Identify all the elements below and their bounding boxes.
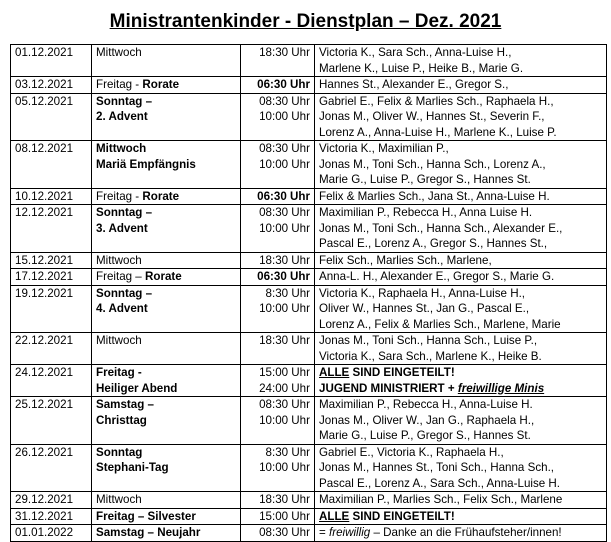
day-cell [92, 205, 241, 253]
time-line [245, 460, 310, 476]
people-cell [315, 141, 607, 189]
time-text: 06:30 Uhr [257, 270, 310, 283]
day-text: Freitag - [96, 366, 142, 379]
table-row [11, 333, 607, 365]
people-line [319, 221, 602, 237]
time-text: 10:00 Uhr [259, 157, 310, 171]
time-line [245, 413, 310, 429]
day-cell [92, 333, 241, 365]
time-text: 10:00 Uhr [259, 413, 310, 427]
people-cell [315, 492, 607, 509]
people-cell [315, 77, 607, 94]
table-row [11, 525, 607, 542]
people-line [319, 301, 602, 317]
people-line [319, 428, 602, 444]
people-cell [315, 525, 607, 542]
day-text: Freitag - [96, 78, 143, 91]
time-line [245, 109, 310, 125]
people-line [319, 317, 602, 333]
table-row [11, 77, 607, 94]
people-cell [315, 444, 607, 492]
day-text: Sonntag [96, 445, 143, 459]
day-text: Sonntag – [96, 286, 153, 300]
day-text: Freitag – Silvester [96, 509, 196, 523]
people-text: Victoria K., Raphaela H., Anna-Luise H., [319, 286, 526, 300]
day-text: Samstag – [96, 398, 154, 411]
people-text: Victoria K., Sara Sch., Marlene K., Heike B. [319, 349, 542, 363]
time-text: 10:00 Uhr [259, 110, 310, 123]
time-line [245, 381, 310, 397]
people-text: Anna-L. H., Alexander E., Gregor S., Marie G. [319, 270, 555, 283]
people-text: Jonas M., Oliver W., Jan G., Raphaela H., [319, 413, 535, 427]
time-text: 08:30 Uhr [259, 526, 310, 539]
people-text: Felix & Marlies Sch., Jana St., Anna-Luise H. [319, 189, 550, 203]
time-text: 08:30 Uhr [259, 94, 310, 108]
time-line [245, 189, 310, 205]
people-text: SIND EINGETEILT! [349, 366, 455, 379]
time-line [245, 253, 310, 269]
time-cell [241, 188, 315, 205]
people-text: SIND EINGETEILT! [349, 509, 455, 523]
schedule-table [10, 44, 607, 542]
date-cell: 05.12.2021 [11, 93, 92, 141]
table-row [11, 188, 607, 205]
time-text: 08:30 Uhr [259, 398, 310, 411]
day-text: Rorate [144, 270, 182, 283]
people-text: Lorenz A., Felix & Marlies Sch., Marlene, Marie [319, 317, 561, 331]
day-text: Sonntag – [96, 206, 153, 219]
people-text: Hannes St., Alexander E., Gregor S., [319, 78, 509, 91]
day-text: 3. Advent [96, 221, 148, 235]
table-row [11, 252, 607, 269]
people-cell [315, 93, 607, 141]
date-cell: 29.12.2021 [11, 492, 92, 509]
time-text: 8:30 Uhr [265, 286, 310, 300]
people-cell [315, 45, 607, 77]
page-title: Ministrantenkinder - Dienstplan – Dez. 2021 [109, 11, 502, 32]
people-line [319, 61, 602, 77]
day-text: Sonntag – [96, 94, 153, 108]
people-text: Marie G., Luise P., Gregor S., Hannes St. [319, 173, 531, 186]
day-text: Stephani-Tag [96, 461, 169, 474]
people-cell [315, 252, 607, 269]
table-row [11, 141, 607, 189]
time-cell [241, 141, 315, 189]
date-cell: 17.12.2021 [11, 269, 92, 286]
people-line [319, 141, 602, 157]
people-line [319, 94, 602, 110]
day-cell [92, 508, 241, 525]
people-text: Maximilian P., Marlies Sch., Felix Sch., Marlene [319, 493, 563, 506]
time-line [245, 141, 310, 157]
people-line [319, 349, 602, 365]
people-text: Victoria K., Maximilian P., [319, 142, 449, 155]
people-line [319, 460, 602, 476]
people-text: Lorenz A., Anna-Luise H., Marlene K., Luise P. [319, 125, 557, 139]
people-line [319, 381, 602, 397]
time-text: 06:30 Uhr [257, 78, 310, 91]
date-cell: 19.12.2021 [11, 285, 92, 333]
time-line [245, 365, 310, 381]
people-line [319, 365, 602, 381]
time-line [245, 77, 310, 93]
people-text: = [319, 526, 329, 539]
table-row [11, 365, 607, 397]
time-text: 10:00 Uhr [259, 461, 310, 474]
day-cell [92, 525, 241, 542]
time-line [245, 45, 310, 61]
time-line [245, 397, 310, 413]
people-text: Jonas M., Toni Sch., Hanna Sch., Luise P., [319, 334, 538, 347]
day-text: Mittwoch [96, 253, 142, 267]
date-cell: 24.12.2021 [11, 365, 92, 397]
people-text: Gabriel E., Victoria K., Raphaela H., [319, 445, 504, 459]
people-line [319, 286, 602, 302]
time-line [245, 509, 310, 525]
time-text: 15:00 Uhr [259, 366, 310, 379]
time-line [245, 301, 310, 317]
day-text: Heiliger Abend [96, 381, 178, 395]
table-row [11, 93, 607, 141]
people-line [319, 525, 602, 541]
time-line [245, 492, 310, 508]
day-cell [92, 492, 241, 509]
people-cell [315, 269, 607, 286]
time-cell [241, 77, 315, 94]
time-cell [241, 492, 315, 509]
day-text: 4. Advent [96, 302, 148, 315]
day-cell [92, 252, 241, 269]
people-text: Gabriel E., Felix & Marlies Sch., Raphaela H., [319, 94, 554, 108]
time-text: 24:00 Uhr [259, 381, 310, 395]
people-text: – Danke an die Frühaufsteher/innen! [370, 526, 562, 539]
time-line [245, 157, 310, 173]
date-cell: 10.12.2021 [11, 188, 92, 205]
day-text: Mittwoch [96, 142, 147, 155]
people-text: Maximilian P., Rebecca H., Anna Luise H. [319, 206, 533, 219]
people-text: Pascal E., Lorenz A., Gregor S., Hannes St., [319, 237, 548, 250]
day-cell [92, 45, 241, 77]
people-text: JUGEND MINISTRIERT + [319, 381, 458, 395]
people-text: Victoria K., Sara Sch., Anna-Luise H., [319, 46, 512, 59]
people-text: Jonas M., Toni Sch., Hanna Sch., Alexander E., [319, 221, 563, 235]
schedule-body [11, 45, 607, 542]
time-cell [241, 45, 315, 77]
table-row [11, 508, 607, 525]
table-row [11, 397, 607, 445]
time-cell [241, 333, 315, 365]
people-line [319, 45, 602, 61]
people-cell [315, 333, 607, 365]
date-cell: 26.12.2021 [11, 444, 92, 492]
time-text: 18:30 Uhr [259, 46, 310, 59]
time-text: 08:30 Uhr [259, 206, 310, 219]
people-text: freiwillige Minis [457, 381, 545, 395]
people-line [319, 253, 602, 269]
day-text: 2. Advent [96, 110, 148, 123]
people-line [319, 476, 602, 492]
date-cell: 12.12.2021 [11, 205, 92, 253]
time-line [245, 269, 310, 285]
people-cell [315, 365, 607, 397]
table-row [11, 205, 607, 253]
people-text: Jonas M., Toni Sch., Hanna Sch., Lorenz A., [319, 157, 546, 171]
time-cell [241, 285, 315, 333]
time-text: 15:00 Uhr [259, 509, 310, 523]
time-text: 08:30 Uhr [259, 142, 310, 155]
people-text: Pascal E., Lorenz A., Sara Sch., Anna-Luise H. [319, 476, 561, 490]
table-row [11, 444, 607, 492]
date-cell: 01.01.2022 [11, 525, 92, 542]
time-text: 06:30 Uhr [257, 189, 310, 203]
time-line [245, 205, 310, 221]
time-line [245, 333, 310, 349]
day-text: Mittwoch [96, 46, 142, 59]
day-cell [92, 93, 241, 141]
time-text: 10:00 Uhr [259, 221, 310, 235]
people-line [319, 157, 602, 173]
people-text: Felix Sch., Marlies Sch., Marlene, [319, 253, 492, 267]
people-line [319, 109, 602, 125]
time-text: 18:30 Uhr [259, 493, 310, 506]
table-row [11, 285, 607, 333]
people-text: Oliver W., Hannes St., Jan G., Pascal E., [319, 302, 530, 315]
people-text: Jonas M., Hannes St., Toni Sch., Hanna Sch., [319, 461, 555, 474]
people-text: Maximilian P., Rebecca H., Anna-Luise H. [319, 398, 533, 411]
table-row [11, 45, 607, 77]
people-line [319, 333, 602, 349]
people-text: freiwillig [329, 526, 371, 539]
time-text: 18:30 Uhr [259, 334, 310, 347]
time-cell [241, 444, 315, 492]
people-line [319, 77, 602, 93]
people-cell [315, 285, 607, 333]
time-line [245, 94, 310, 110]
people-cell [315, 397, 607, 445]
day-text: Mariä Empfängnis [96, 157, 196, 171]
time-line [245, 286, 310, 302]
people-text: Jonas M., Oliver W., Hannes St., Severin F., [319, 110, 545, 123]
people-line [319, 172, 602, 188]
people-line [319, 269, 602, 285]
time-text: 18:30 Uhr [259, 253, 310, 267]
day-cell [92, 397, 241, 445]
time-cell [241, 397, 315, 445]
date-cell: 03.12.2021 [11, 77, 92, 94]
people-line [319, 397, 602, 413]
time-line [245, 221, 310, 237]
date-cell: 31.12.2021 [11, 508, 92, 525]
people-text: ALLE [319, 366, 350, 379]
time-cell [241, 525, 315, 542]
people-line [319, 492, 602, 508]
people-cell [315, 188, 607, 205]
time-cell [241, 205, 315, 253]
day-text: Freitag - [96, 189, 143, 203]
date-cell: 15.12.2021 [11, 252, 92, 269]
time-line [245, 525, 310, 541]
time-text: 10:00 Uhr [259, 302, 310, 315]
time-cell [241, 269, 315, 286]
people-line [319, 509, 602, 525]
day-text: Christtag [96, 413, 147, 427]
people-line [319, 189, 602, 205]
people-cell [315, 508, 607, 525]
people-line [319, 445, 602, 461]
time-cell [241, 93, 315, 141]
time-cell [241, 252, 315, 269]
day-text: Mittwoch [96, 493, 142, 506]
day-text: Samstag – Neujahr [96, 526, 201, 539]
time-cell [241, 508, 315, 525]
table-row [11, 269, 607, 286]
day-text: Rorate [142, 78, 180, 91]
time-line [245, 445, 310, 461]
people-line [319, 205, 602, 221]
day-cell [92, 269, 241, 286]
day-text: Rorate [142, 189, 180, 203]
day-text: Freitag – [96, 270, 145, 283]
time-text: 8:30 Uhr [265, 445, 310, 459]
day-cell [92, 285, 241, 333]
day-text: Mittwoch [96, 334, 142, 347]
day-cell [92, 141, 241, 189]
table-row [11, 492, 607, 509]
people-line [319, 125, 602, 141]
day-cell [92, 77, 241, 94]
day-cell [92, 365, 241, 397]
date-cell: 01.12.2021 [11, 45, 92, 77]
date-cell: 08.12.2021 [11, 141, 92, 189]
people-text: Marie G., Luise P., Gregor S., Hannes St. [319, 429, 531, 442]
people-text: Marlene K., Luise P., Heike B., Marie G. [319, 61, 524, 75]
people-line [319, 236, 602, 252]
people-line [319, 413, 602, 429]
day-cell [92, 444, 241, 492]
time-cell [241, 365, 315, 397]
people-cell [315, 205, 607, 253]
people-text: ALLE [319, 509, 350, 523]
date-cell: 22.12.2021 [11, 333, 92, 365]
date-cell: 25.12.2021 [11, 397, 92, 445]
day-cell [92, 188, 241, 205]
